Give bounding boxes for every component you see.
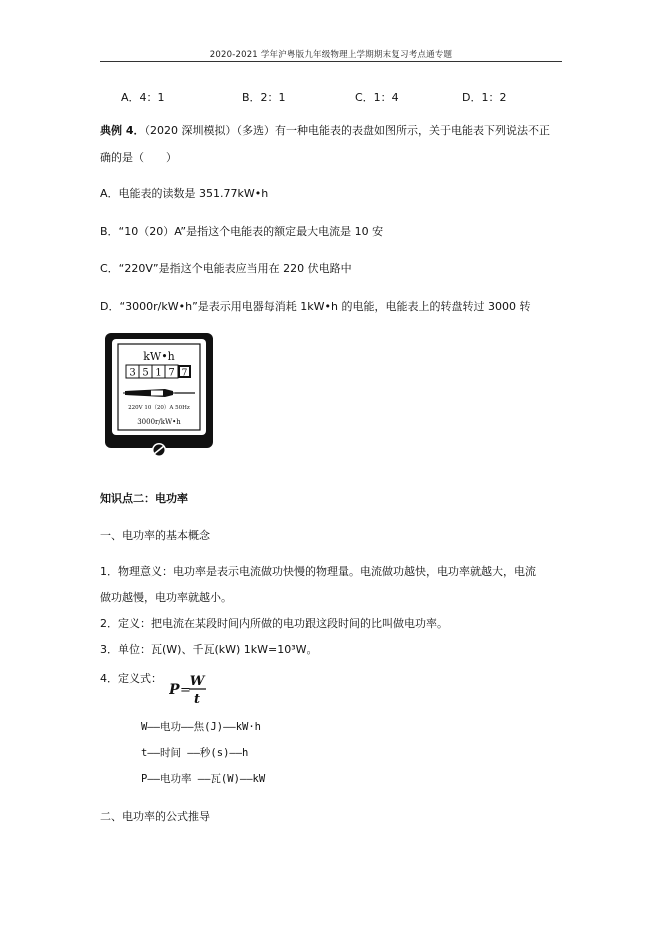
- choice-b: B．“10（20）A”是指这个电能表的额定最大电流是 10 安: [100, 225, 384, 238]
- choice-c: C．“220V”是指这个电能表应当用在 220 伏电路中: [100, 262, 352, 275]
- meter-screw: [152, 443, 166, 457]
- subsection-derivation: 二、电功率的公式推导: [100, 810, 210, 823]
- option-b: B．2：1: [242, 91, 286, 104]
- option-a: A．4：1: [121, 91, 165, 104]
- var-work: W——电功——焦(J)——kW·h: [141, 721, 262, 733]
- meter-digit: 7: [168, 367, 175, 379]
- item-1-line1: 1．物理意义：电功率是表示电流做功快慢的物理量。电流做功越快，电功率就越大，电流: [100, 565, 536, 578]
- example-stem-text: （2020 深圳模拟）（多选）有一种电能表的表盘如图所示，关于电能表下列说法不正: [144, 124, 550, 137]
- option-c: C．1：4: [355, 91, 399, 104]
- meter-digit-decimal: 7: [181, 368, 188, 379]
- meter-digit: 3: [129, 367, 136, 379]
- item-3: 3．单位：瓦(W)、千瓦(kW) 1kW=10³W。: [100, 643, 318, 656]
- item-4: 4．定义式：: [100, 672, 162, 685]
- page-header: 2020-2021 学年沪粤版九年级物理上学期期末复习考点通专题: [209, 50, 453, 60]
- power-formula: [169, 672, 209, 708]
- choice-d: D．“3000r/kW•h”是表示用电器每消耗 1kW•h 的电能，电能表上的转盘转过 3000 转: [100, 300, 531, 313]
- example-stem-line1: [100, 122, 550, 138]
- meter-digit: 1: [155, 367, 162, 379]
- formula-denominator: t: [193, 692, 201, 707]
- choice-a: A．电能表的读数是 351.77kW•h: [100, 187, 269, 200]
- example-stem-line2: 确的是（ ）: [100, 151, 177, 164]
- meter-unit: kW•h: [143, 350, 175, 363]
- formula-lhs: P: [169, 682, 180, 698]
- meter-rate: 3000r/kW•h: [137, 418, 181, 426]
- example-tag: 典例 4．: [100, 124, 145, 137]
- item-2: 2．定义：把电流在某段时间内所做的电功跟这段时间的比叫做电功率。: [100, 617, 448, 630]
- var-time: t——时间 ——秒(s)——h: [141, 747, 249, 759]
- section-title: 知识点二：电功率: [100, 492, 188, 505]
- meter-spec: 220V 10（20）A 50Hz: [128, 405, 190, 411]
- meter-digit: 5: [142, 367, 149, 379]
- option-d: D．1：2: [462, 91, 507, 104]
- var-power: P——电功率 ——瓦(W)——kW: [141, 773, 266, 785]
- electric-meter-figure: [103, 331, 215, 461]
- formula-numerator: W: [189, 674, 205, 689]
- subsection-basic: 一、电功率的基本概念: [100, 529, 210, 542]
- formula-equals: =: [180, 683, 191, 698]
- item-1-line2: 做功越慢，电功率就越小。: [100, 591, 232, 604]
- header-rule: [100, 61, 562, 62]
